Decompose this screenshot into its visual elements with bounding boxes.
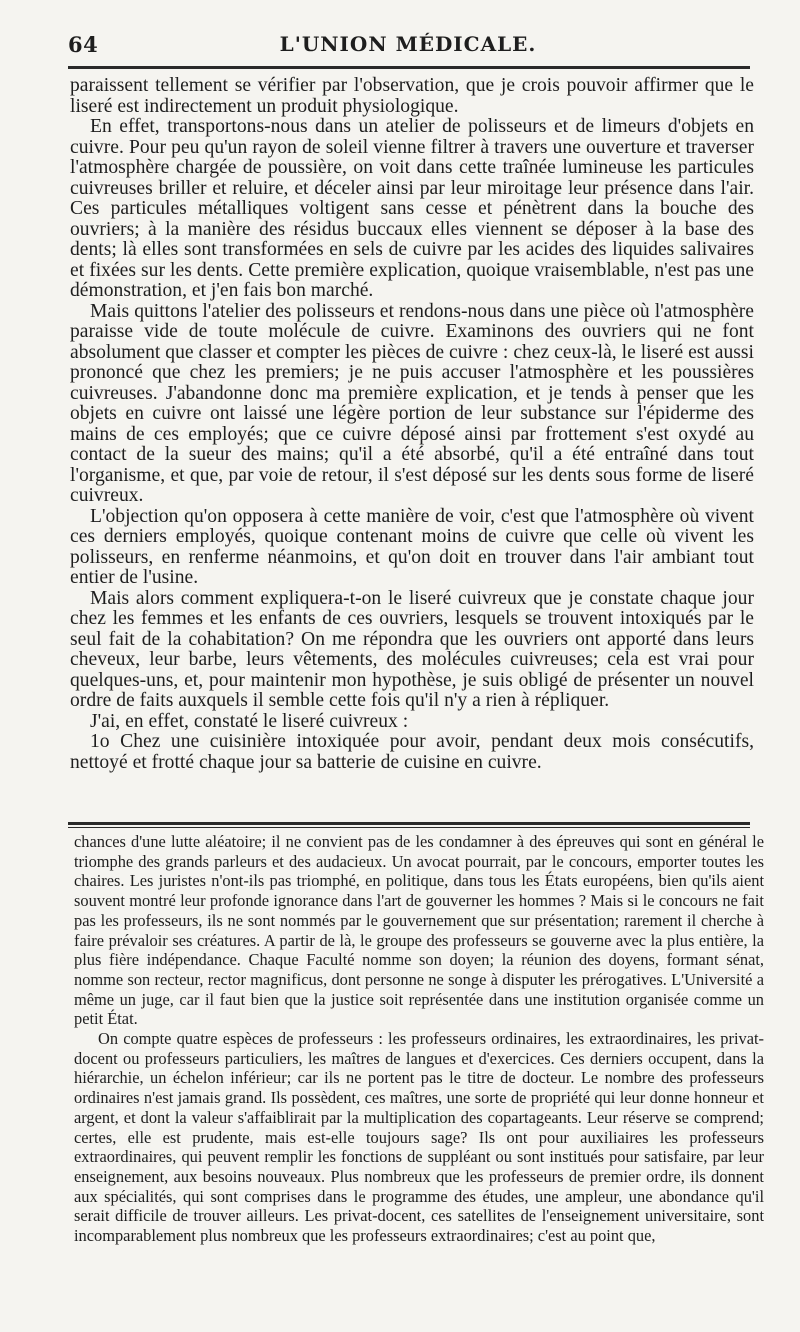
feuilleton-text	[74, 832, 764, 1246]
paragraph: Mais quittons l'atelier des polisseurs et rendons-nous dans une pièce où l'atmosphère paraisse vide de toute molécule de cuivre. Examinons des ouvriers qui ne font absolument que classer et compter les pièces de cuivre : chez ceux-là, le liseré est aussi prononcé que chez les premiers; je ne puis accuser l'atmosphère et les poussières cuivreuses. J'abandonne donc ma première explication, et je tends à penser que les objets en cuivre ont laissé une légère portion de leur substance sur l'épiderme des mains de ces employés; que ce cuivre déposé ainsi par frottement s'est oxydé au contact de la sueur des mains; qu'il a été absorbé, qu'il a été entraîné dans tout l'organisme, et que, par voie de retour, il s'est déposé sur les dents sous forme de liseré cuivreux.	[70, 300, 754, 506]
page-header	[68, 30, 748, 64]
footnote-separator-rule-thin	[68, 827, 750, 828]
page-number: 64	[68, 32, 99, 57]
paragraph: En effet, transportons-nous dans un atelier de polisseurs et de limeurs d'objets en cuivre. Pour peu qu'un rayon de soleil vienne filtrer à travers une ouverture et traverser l'atmosphère chargée de poussière, on voit dans cette traînée lumineuse les particules cuivreuses briller et reluire, et déceler ainsi par leur miroitage leur présence dans l'air. Ces particules métalliques voltigent sans cesse et pénètrent dans la bouche des ouvriers; à la manière des résidus buccaux elles viennent se déposer à la base des dents; là elles sont transformées en sels de cuivre par les acides des liquides salivaires et fixées sur les dents. Cette première explication, quoique vraisemblable, n'est pas une démonstration, et j'en fais bon marché.	[70, 116, 754, 301]
paragraph: 1o Chez une cuisinière intoxiquée pour avoir, pendant deux mois consécutifs, nettoyé et frotté chaque jour sa batterie de cuisine en cuivre.	[70, 731, 754, 773]
paragraph: paraissent tellement se vérifier par l'observation, que je crois pouvoir affirmer que le liseré est indirectement un produit physiologique.	[70, 75, 754, 117]
paragraph: J'ai, en effet, constaté le liseré cuivreux :	[90, 710, 409, 732]
running-title: L'UNION MÉDICALE.	[279, 32, 537, 56]
paragraph: Mais alors comment expliquera-t-on le liseré cuivreux que je constate chaque jour chez les femmes et les enfants de ces ouvriers, lesquels se trouvent intoxiqués par le seul fait de la cohabitation? On me répondra que les ouvriers ont apporté dans leurs cheveux, leur barbe, leurs vêtements, des molécules cuivreuses; cela est vrai pour quelques-uns, et, pour maintenir mon hypothèse, je suis obligé de présenter un nouvel ordre de faits auxquels il semble cette fois qu'il n'y a rien à répliquer.	[70, 587, 754, 711]
header-rule	[68, 66, 750, 69]
footnote-separator-rule	[68, 822, 750, 825]
footnote-paragraph: chances d'une lutte aléatoire; il ne convient pas de les condamner à des épreuves qui sont en général le triomphe des grands parleurs et des audacieux. Un avocat pourrait, par le concours, emporter toutes les chaires. Les juristes n'ont-ils pas triomphé, en politique, dans tous les États européens, bien qu'ils aient souvent montré leur profonde ignorance dans l'art de gouverner les hommes ? Mais si le concours ne fait pas les professeurs, ils ne sont nommés par le gouvernement que sur présentation; rarement il cherche à faire prévaloir ses créatures. A partir de là, le groupe des professeurs se gouverne avec la plus entière, la plus fière indépendance. Chaque Faculté nomme son doyen; la réunion des doyens, formant sénat, nomme son recteur, rector magnificus, dont personne ne songe à disputer les prérogatives. L'Université a même un juge, car il faut bien que la justice soit représentée dans une institution organisée comme un petit État.	[74, 832, 764, 1029]
footnote-paragraph: On compte quatre espèces de professeurs : les professeurs ordinaires, les extraordinaires, les privat-docent ou professeurs particuliers, les maîtres de langues et d'exercices. Ces derniers occupent, dans la hiérarchie, un échelon inférieur; car ils ne portent pas le titre de docteur. Le nombre des professeurs ordinaires n'est jamais grand. Ils possèdent, ces maîtres, une sorte de propriété qui leur donne honneur et argent, et dont la valeur s'affaiblirait par la multiplication des copartageants. Leur réserve se comprend; certes, elle est prudente, mais est-elle toujours sage? Ils ont pour auxiliaires les professeurs extraordinaires, qui peuvent remplir les fonctions de suppléant ou sont institués pour satisfaire, par leur enseignement, aux besoins nouveaux. Plus nombreux que les professeurs de premier ordre, ils donnent aux spécialités, qui sont comprises dans le programme des études, une ampleur, une abondance qu'il serait difficile de trouver ailleurs. Les privat-docent, ces satellites de l'enseignement universitaire, sont incomparablement plus nombreux que les professeurs extraordinaires; c'est au point que,	[74, 1029, 764, 1246]
main-article-text	[70, 76, 754, 773]
paragraph: L'objection qu'on opposera à cette manière de voir, c'est que l'atmosphère où vivent ces derniers employés, quoique contenant moins de cuivre que celle où vivent les polisseurs, en renferme néanmoins, et qu'on doit en trouver dans l'air ambiant tout entier de l'usine.	[70, 505, 754, 588]
